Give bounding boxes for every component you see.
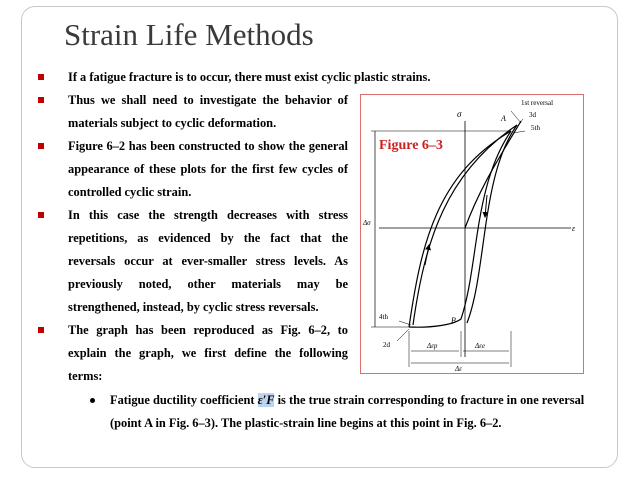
sub-bullet-text-before: Fatigue ductility coefficient [110, 393, 255, 407]
delta-ee-label: Δεe [475, 342, 485, 350]
bullet-item [38, 204, 348, 319]
bullet-marker-icon [38, 143, 44, 149]
bullet-marker-icon [38, 97, 44, 103]
leader-first [511, 111, 521, 123]
delta-ep-label: Δεp [427, 342, 438, 350]
figure-6-3 [360, 94, 584, 374]
bullet-marker-icon [38, 74, 44, 80]
first-reversal-curve [465, 121, 521, 228]
bullet-marker-icon [38, 212, 44, 218]
bullet-item [38, 319, 348, 388]
bullet-item [38, 89, 348, 135]
third-label: 3d [529, 111, 536, 119]
point-a-label: A [501, 114, 506, 123]
bullet-text: If a fatigue fracture is to occur, there must exist cyclic plastic strains. [68, 70, 431, 84]
sub-bullet-text-after: is the true strain corresponding to fracture in one reversal (point A in Fig. 6–3). The plastic-strain line begins at this point in Fig. 6–2. [110, 393, 585, 430]
first-reversal-label: 1st reversal [521, 99, 554, 107]
sub-bullet [90, 389, 590, 435]
bullet-marker-icon [38, 327, 44, 333]
loop-lower-2 [467, 125, 517, 323]
delta-e-label: Δε [455, 365, 462, 373]
bullet-text: Thus we shall need to investigate the behavior of materials subject to cyclic deformation. [68, 93, 348, 130]
hysteresis-diagram [361, 95, 583, 373]
arrow-down [485, 195, 487, 217]
bullet-text: Figure 6–2 has been constructed to show the general appearance of these plots for the first few cycles of controlled cyclic strain. [68, 139, 348, 199]
leader-second [397, 329, 409, 341]
point-b-label: B [451, 316, 456, 325]
fourth-label: 4th [379, 313, 388, 321]
second-label: 2d [383, 341, 390, 349]
epsilon-label: ε [572, 224, 576, 233]
figure-label: Figure 6–3 [379, 138, 443, 153]
bullet-item [38, 135, 348, 204]
arrow-up [425, 245, 429, 265]
loop-lower-1 [409, 131, 511, 327]
bullet-item [38, 66, 498, 89]
delta-sigma-label: Δσ [363, 219, 371, 227]
sigma-label: σ [457, 109, 462, 119]
fifth-label: 5th [531, 124, 540, 132]
bullet-text: In this case the strength decreases with stress repetitions, as evidenced by the fact that the reversals occur at ever-smaller stress levels. As previously noted, other materials may be strengthened, instead, by cyclic stress reversals. [68, 208, 348, 314]
slide-title: Strain Life Methods [64, 17, 314, 52]
bullet-text: The graph has been reproduced as Fig. 6–2, to explain the graph, we first define the following terms: [68, 323, 348, 383]
sub-bullet-dot-icon [90, 398, 95, 403]
epsilon-f-symbol: ε′F [257, 393, 275, 407]
